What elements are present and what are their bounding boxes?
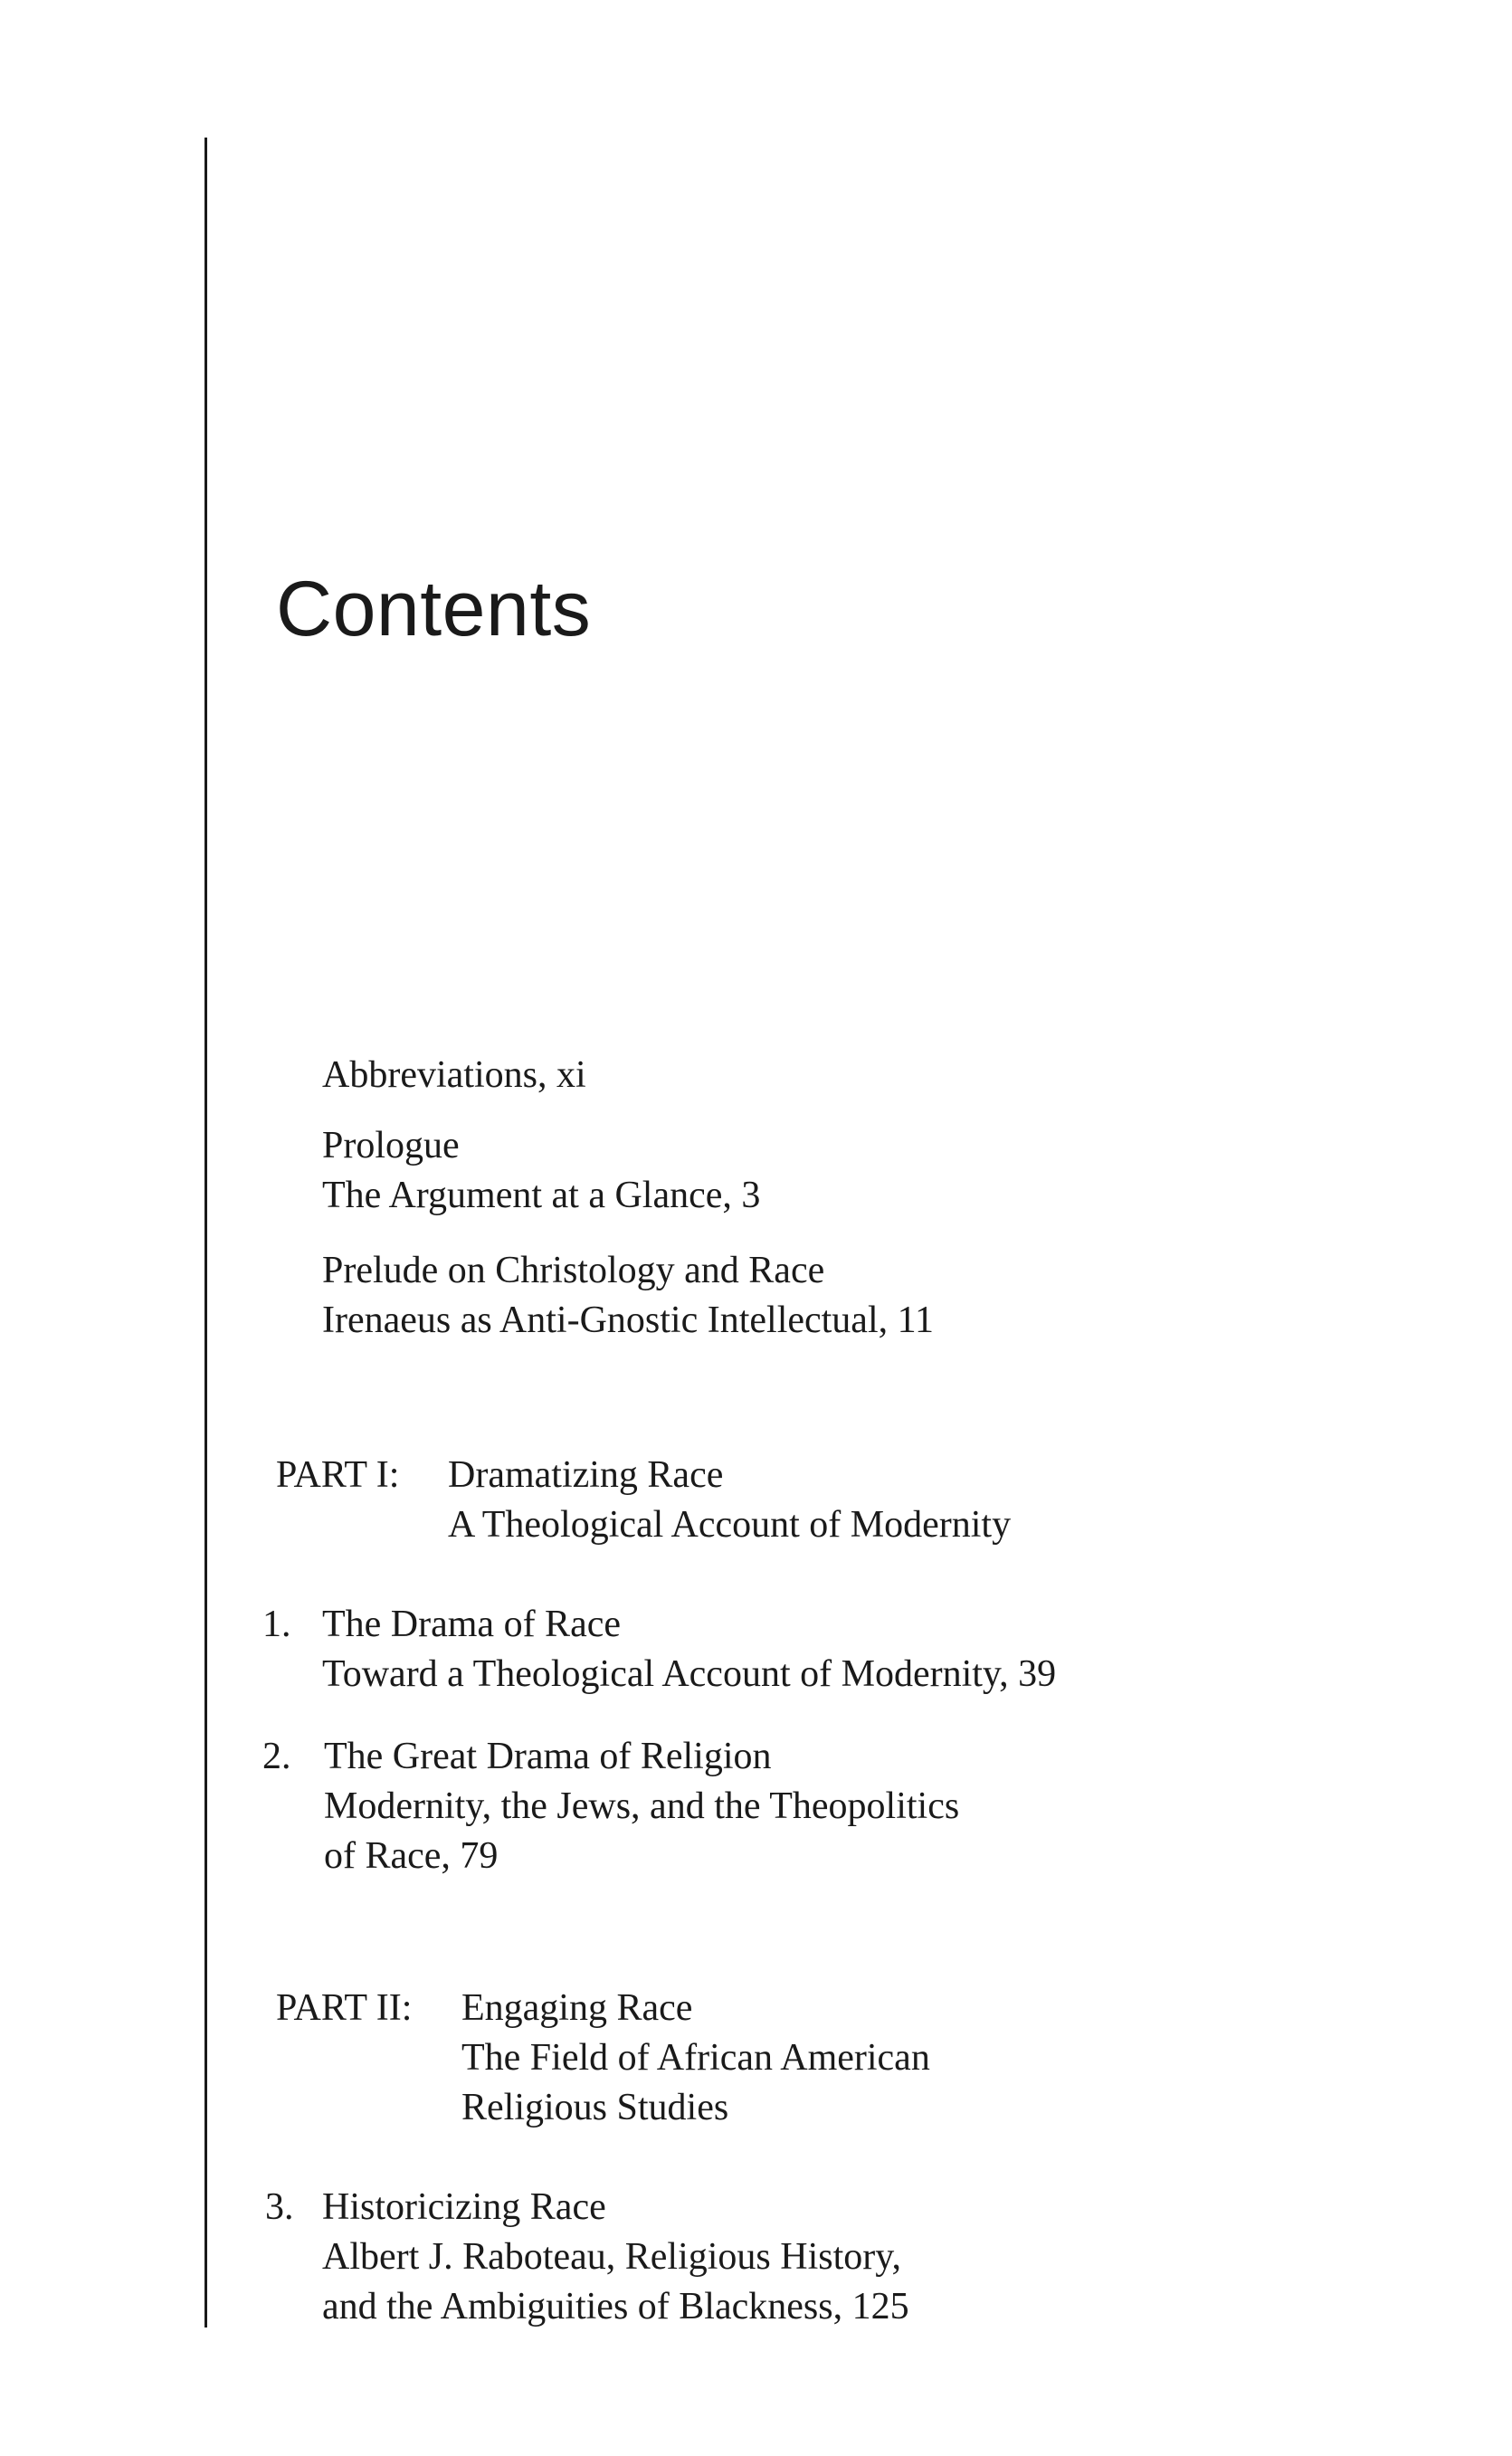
chapter-1-number: 1.	[262, 1604, 291, 1645]
chapter-3-subtitle-line-1: Albert J. Raboteau, Religious History,	[322, 2236, 902, 2278]
part-1-label: PART I:	[276, 1454, 400, 1496]
part-2-title[interactable]: Engaging Race	[461, 1987, 693, 2029]
toc-entry-prelude-subtitle: Irenaeus as Anti-Gnostic Intellectual, 11	[322, 1299, 935, 1341]
part-1-subtitle: A Theological Account of Modernity	[448, 1504, 1012, 1546]
part-1-title[interactable]: Dramatizing Race	[448, 1454, 724, 1496]
margin-rule	[204, 138, 207, 2327]
chapter-3-subtitle-line-2: and the Ambiguities of Blackness, 125	[322, 2286, 909, 2327]
toc-entry-prelude-title[interactable]: Prelude on Christology and Race	[322, 1250, 825, 1291]
page-title: Contents	[276, 565, 592, 652]
chapter-2-number: 2.	[262, 1736, 291, 1777]
chapter-2-subtitle-line-1: Modernity, the Jews, and the Theopolitics	[324, 1785, 960, 1827]
chapter-3-number: 3.	[265, 2186, 294, 2228]
part-2-subtitle-line-1: The Field of African American	[461, 2037, 930, 2079]
part-2-label: PART II:	[276, 1987, 413, 2029]
toc-entry-prologue-subtitle: The Argument at a Glance, 3	[322, 1175, 761, 1216]
toc-entry-abbreviations[interactable]: Abbreviations, xi	[322, 1054, 586, 1096]
chapter-1-subtitle: Toward a Theological Account of Modernity, 39	[322, 1653, 1057, 1695]
chapter-2-subtitle-line-2: of Race, 79	[324, 1835, 499, 1877]
chapter-1-title[interactable]: The Drama of Race	[322, 1604, 621, 1645]
toc-entry-prologue-title[interactable]: Prologue	[322, 1125, 460, 1166]
chapter-3-title[interactable]: Historicizing Race	[322, 2186, 606, 2228]
chapter-2-title[interactable]: The Great Drama of Religion	[324, 1736, 772, 1777]
part-2-subtitle-line-2: Religious Studies	[461, 2087, 729, 2128]
